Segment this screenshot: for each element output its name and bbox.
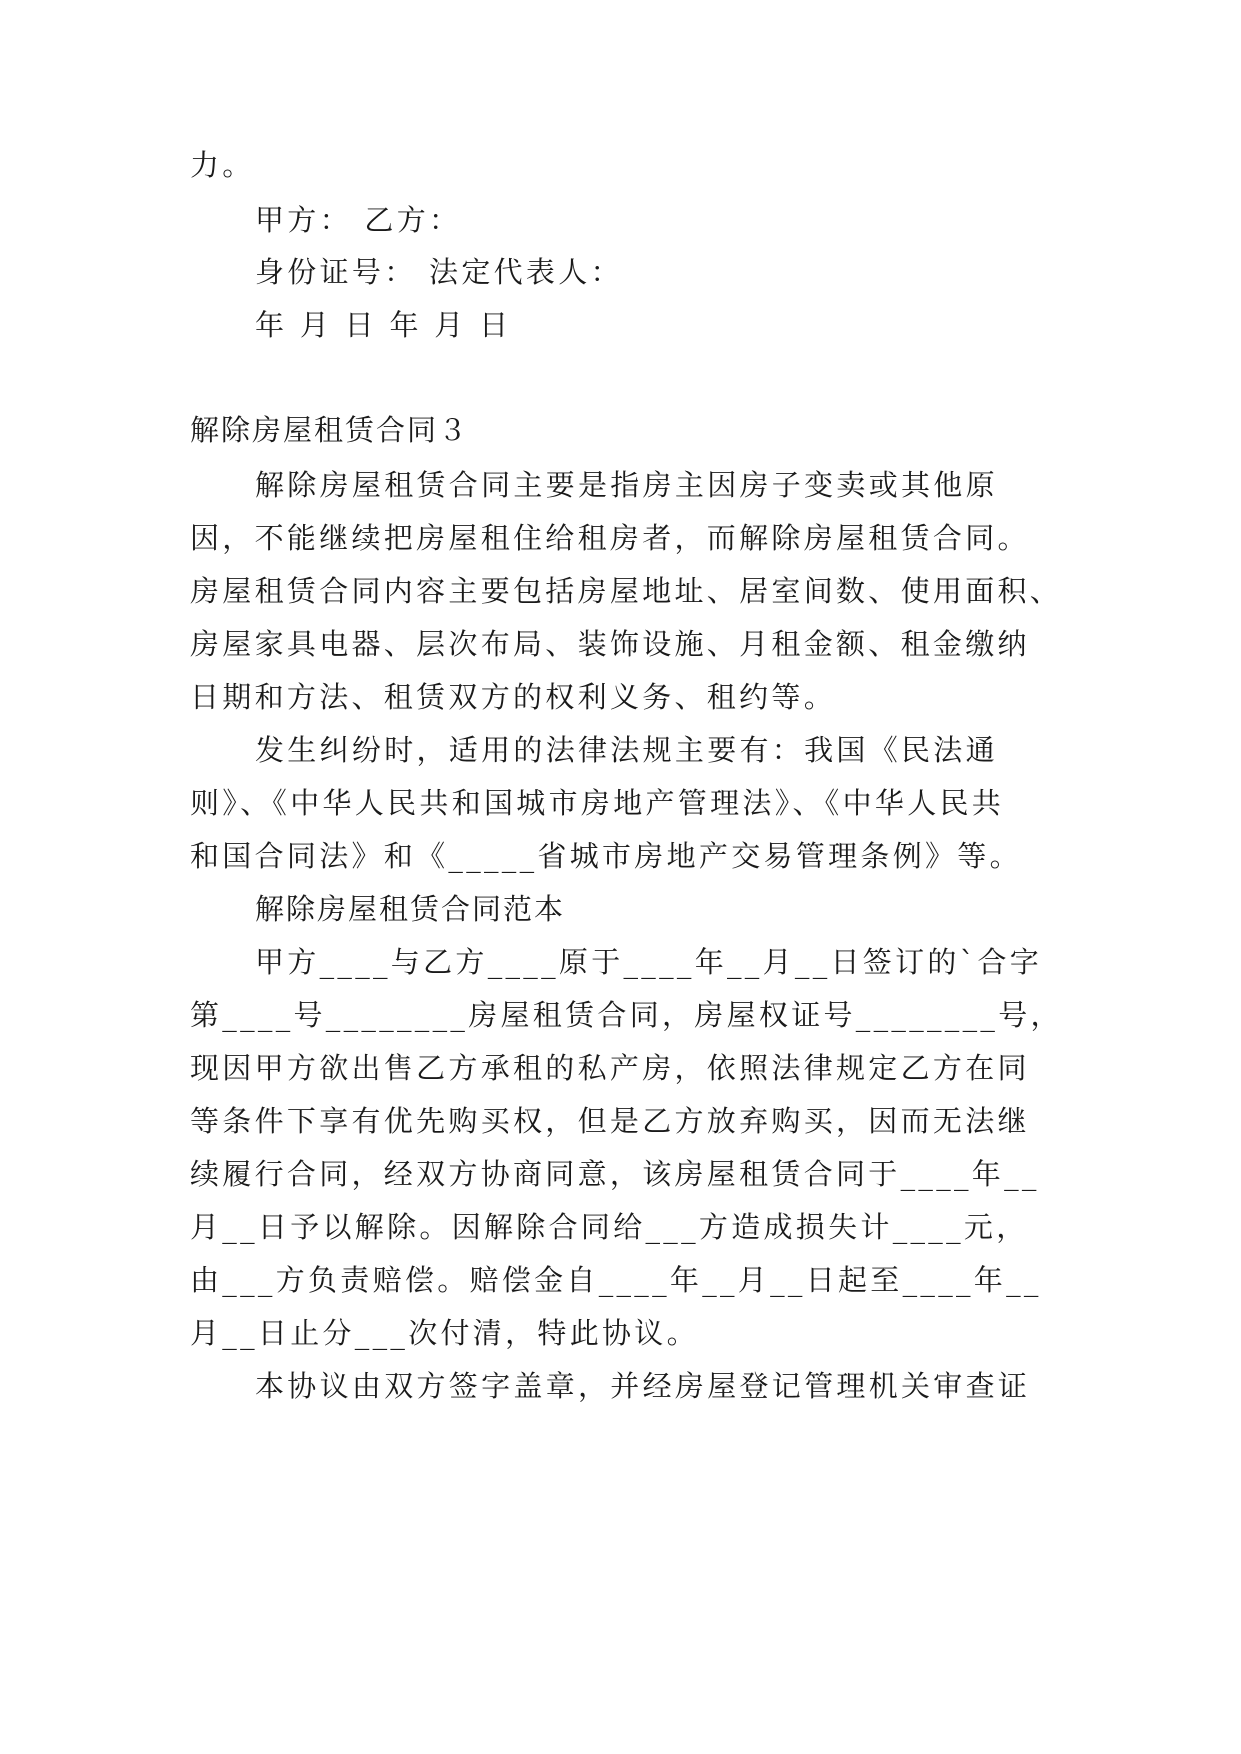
paragraph-line: 和国合同法》和《_____省城市房地产交易管理条例》等。	[190, 839, 1022, 873]
paragraph-line: 则》、《中华人民共和国城市房地产管理法》、《中华人民共	[190, 786, 1005, 820]
paragraph-line: 月__日止分___次付清，特此协议。	[190, 1316, 699, 1350]
paragraph-line: 由___方负责赔偿。赔偿金自____年__月__日起至____年__	[190, 1263, 1042, 1297]
paragraph-line: 房屋租赁合同内容主要包括房屋地址、居室间数、使用面积、	[190, 574, 1063, 608]
template-title: 解除房屋租赁合同范本	[255, 892, 566, 926]
paragraph-line: 本协议由双方签字盖章，并经房屋登记管理机关审查证	[255, 1369, 1031, 1403]
paragraph-line: 解除房屋租赁合同主要是指房主因房子变卖或其他原	[255, 468, 998, 502]
paragraph-line: 续履行合同，经双方协商同意，该房屋租赁合同于____年__	[190, 1157, 1040, 1191]
paragraph-line: 发生纠纷时，适用的法律法规主要有：我国《民法通	[255, 733, 998, 767]
paragraph-line: 等条件下享有优先购买权，但是乙方放弃购买，因而无法继	[190, 1104, 1030, 1138]
paragraph-line: 因，不能继续把房屋租住给租房者，而解除房屋租赁合同。	[190, 521, 1030, 555]
paragraph-line: 现因甲方欲出售乙方承租的私产房，依照法律规定乙方在同	[190, 1051, 1030, 1085]
paragraph-line: 日期和方法、租赁双方的权利义务、租约等。	[190, 680, 837, 714]
paragraph-line: 第____号________房屋租赁合同，房屋权证号________号，	[190, 998, 1063, 1032]
paragraph-line: 房屋家具电器、层次布局、装饰设施、月租金额、租金缴纳	[190, 627, 1030, 661]
signature-date-line: 年 月 日 年 月 日	[255, 308, 512, 342]
signature-parties-line: 甲方： 乙方：	[255, 203, 462, 237]
signature-id-line: 身份证号： 法定代表人：	[255, 255, 623, 289]
continued-text-line: 力。	[190, 148, 255, 182]
paragraph-line: 月__日予以解除。因解除合同给___方造成损失计____元，	[190, 1210, 1029, 1244]
section-title: 解除房屋租赁合同３	[190, 413, 470, 447]
paragraph-line: 甲方____与乙方____原于____年__月__日签订的`合字	[255, 945, 1043, 979]
